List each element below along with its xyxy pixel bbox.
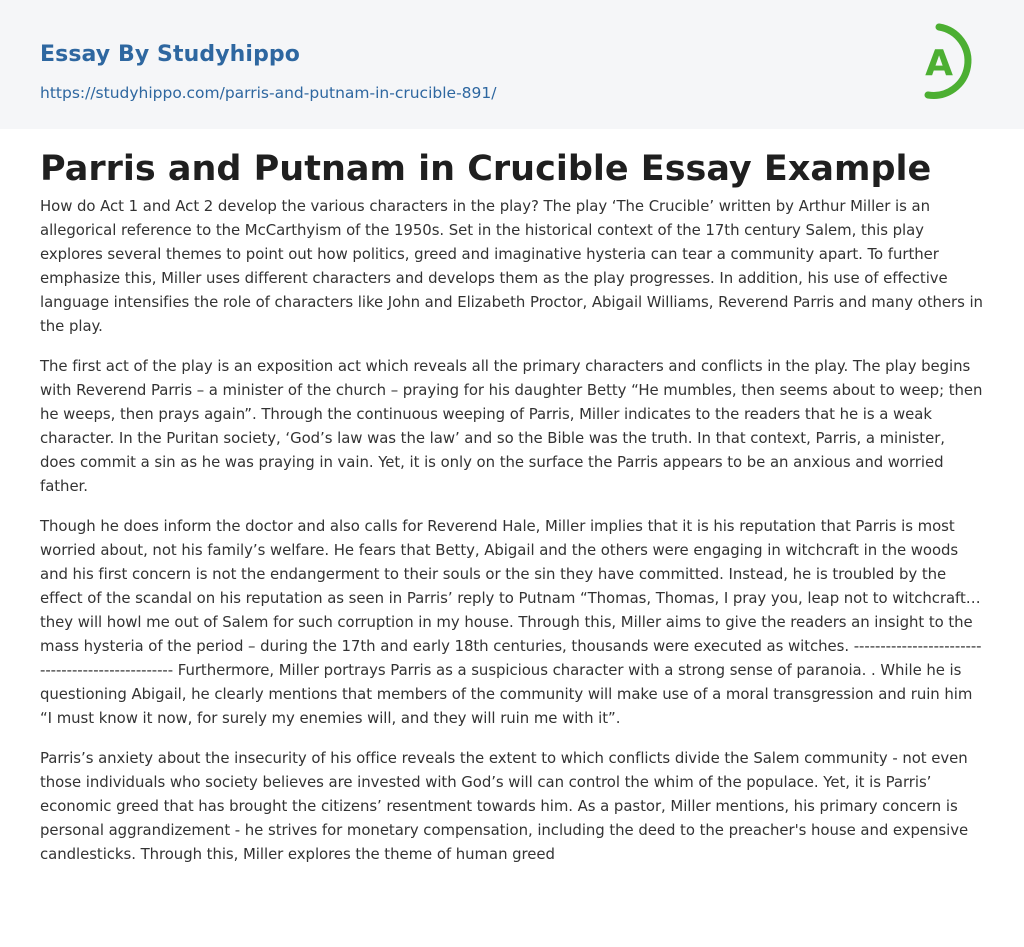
essay-paragraph: The first act of the play is an exposition act which reveals all the primary characters and conflicts in the play. The play begins with Reverend Parris – a minister of the church – praying for his daughter Betty “He mumbles, then seems about to weep; then he weeps, then prays again”. Through the continuous weeping of Parris, Miller indicates to the readers that he is a weak character. In the Puritan society, ‘God’s law was the law’ and so the Bible was the truth. In that context, Parris, a minister, does commit a sin as he was praying in vain. Yet, it is only on the surface the Parris appears to be an anxious and worried father.: [40, 357, 983, 495]
essay-paragraph: Though he does inform the doctor and also calls for Reverend Hale, Miller implies that it is his reputation that Parris is most worried about, not his family’s welfare. He fears that Betty, Abigail and the others were engaging in witchcraft in the woods and his first concern is not the endangerment to their souls or the sin they have committed. Instead, he is troubled by the effect of the scandal on his reputation as seen in Parris’ reply to Putnam “Thomas, Thomas, I pray you, leap not to witchcraft…they will howl me out of Salem for such corruption in my house. Through this, Miller aims to give the readers an insight to the mass hysteria of the period – during the 17th and early 18th centuries, thousands were executed as witches. ------------------------------------------------- Furthermore, Miller portrays Parris as a suspicious character with a strong sense of paranoia. . While he is questioning Abigail, he clearly mentions that members of the community will make use of a moral transgression and ruin him “I must know it now, for surely my enemies will, and they will ruin me with it”.: [40, 517, 982, 727]
essay-title: Parris and Putnam in Crucible Essay Example: [40, 149, 932, 189]
essay-url-link[interactable]: https://studyhippo.com/parris-and-putnam-in-crucible-891/: [40, 84, 497, 102]
essay-paragraph: Parris’s anxiety about the insecurity of his office reveals the extent to which conflicts divide the Salem community - not even those individuals who society believes are invested with God’s will can control the whim of the populace. Yet, it is Parris’ economic greed that has brought the citizens’ resentment towards him. As a pastor, Miller mentions, his primary concern is personal aggrandizement - he strives for monetary compensation, including the deed to the preacher's house and expensive candlesticks. Through this, Miller explores the theme of human greed: [40, 749, 969, 863]
essay-paragraph: How do Act 1 and Act 2 develop the various characters in the play? The play ‘The Crucible’ written by Arthur Miller is an allegorical reference to the McCarthyism of the 1950s. Set in the historical context of the 17th century Salem, this play explores several themes to point out how politics, greed and imaginative hysteria can tear a community apart. To further emphasize this, Miller uses different characters and develops them as the play progresses. In addition, his use of effective language intensifies the role of characters like John and Elizabeth Proctor, Abigail Williams, Reverend Parris and many others in the play.: [40, 197, 983, 335]
site-title[interactable]: Essay By Studyhippo: [40, 42, 300, 67]
logo-letter: A: [925, 43, 953, 84]
site-header: [0, 0, 1024, 129]
studyhippo-logo-icon[interactable]: [912, 19, 986, 105]
essay-content: [0, 129, 1024, 866]
